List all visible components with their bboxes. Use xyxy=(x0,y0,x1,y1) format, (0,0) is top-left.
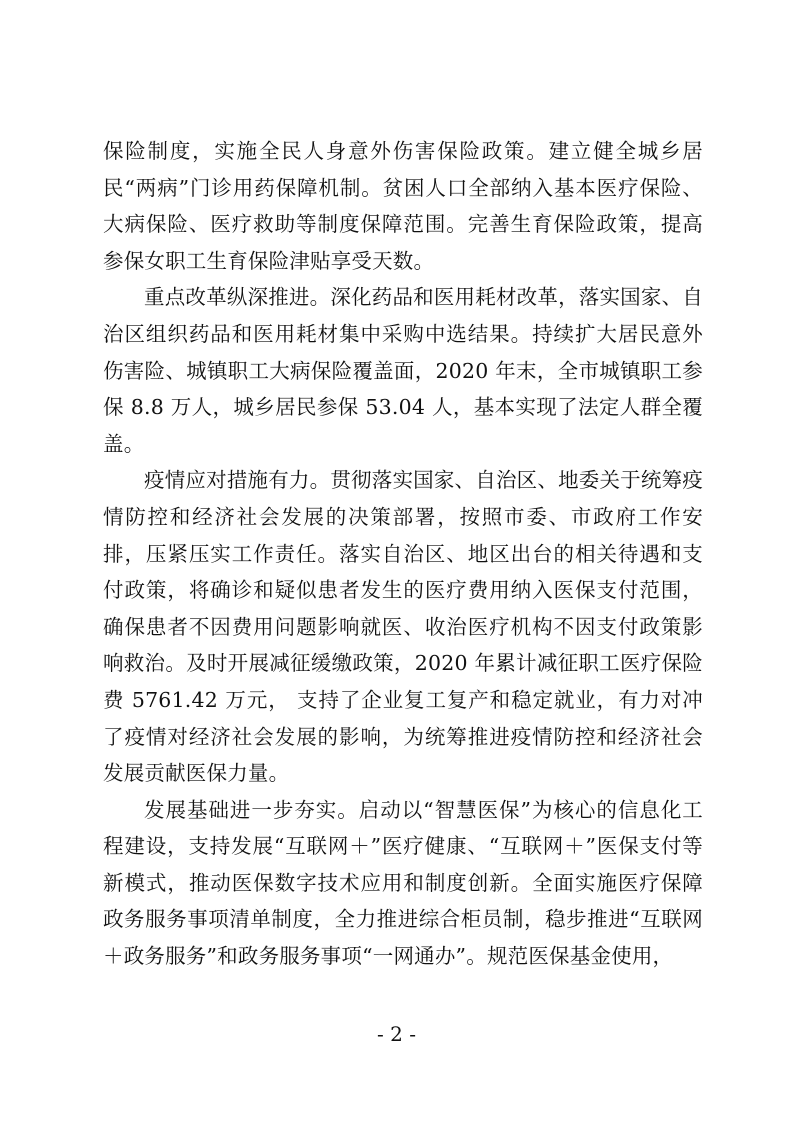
paragraph-development-foundation: 发展基础进一步夯实。启动以“智慧医保”为核心的信息化工程建设，支持发展“互联网＋”医疗健康、“互联网＋”医保支付等新模式，推动医保数字技术应用和制度创新。全面实施医疗保障政务服务事项清单制度，全力推进综合柜员制，稳步推进“互联网＋政务服务”和政务服务事项“一网通办”。规范医保基金使用， xyxy=(103,797,703,969)
paragraph-epidemic-response: 疫情应对措施有力。贯彻落实国家、自治区、地委关于统筹疫情防控和经济社会发展的决策部署，按照市委、市政府工作安排，压紧压实工作责任。落实自治区、地区出台的相关待遇和支付政策，将确诊和疑似患者发生的医疗费用纳入医保支付范围，确保患者不因费用问题影响就医、收治医疗机构不因支付政策影响救治。及时开展减征缓缴政策，2020 年累计减征职工医疗保险费 5761.42 万元， 支持了企业复工复产和稳定就业，有力对冲了疫情对经济社会发展的影响，为统筹推进疫情防控和经济社会发展贡献医保力量。 xyxy=(103,468,703,786)
body-text xyxy=(103,133,703,975)
paragraph-key-reforms: 重点改革纵深推进。深化药品和医用耗材改革，落实国家、自治区组织药品和医用耗材集中采购中选结果。持续扩大居民意外伤害险、城镇职工大病保险覆盖面，2020 年末，全市城镇职工参保 8.8 万人，城乡居民参保 53.04 人，基本实现了法定人群全覆盖。 xyxy=(103,285,703,456)
page-number: - 2 - xyxy=(377,1022,416,1046)
paragraph-insurance-policy: 保险制度，实施全民人身意外伤害保险政策。建立健全城乡居民“两病”门诊用药保障机制。贫困人口全部纳入基本医疗保险、大病保险、医疗救助等制度保障范围。完善生育保险政策，提高参保女职工生育保险津贴享受天数。 xyxy=(103,139,703,273)
